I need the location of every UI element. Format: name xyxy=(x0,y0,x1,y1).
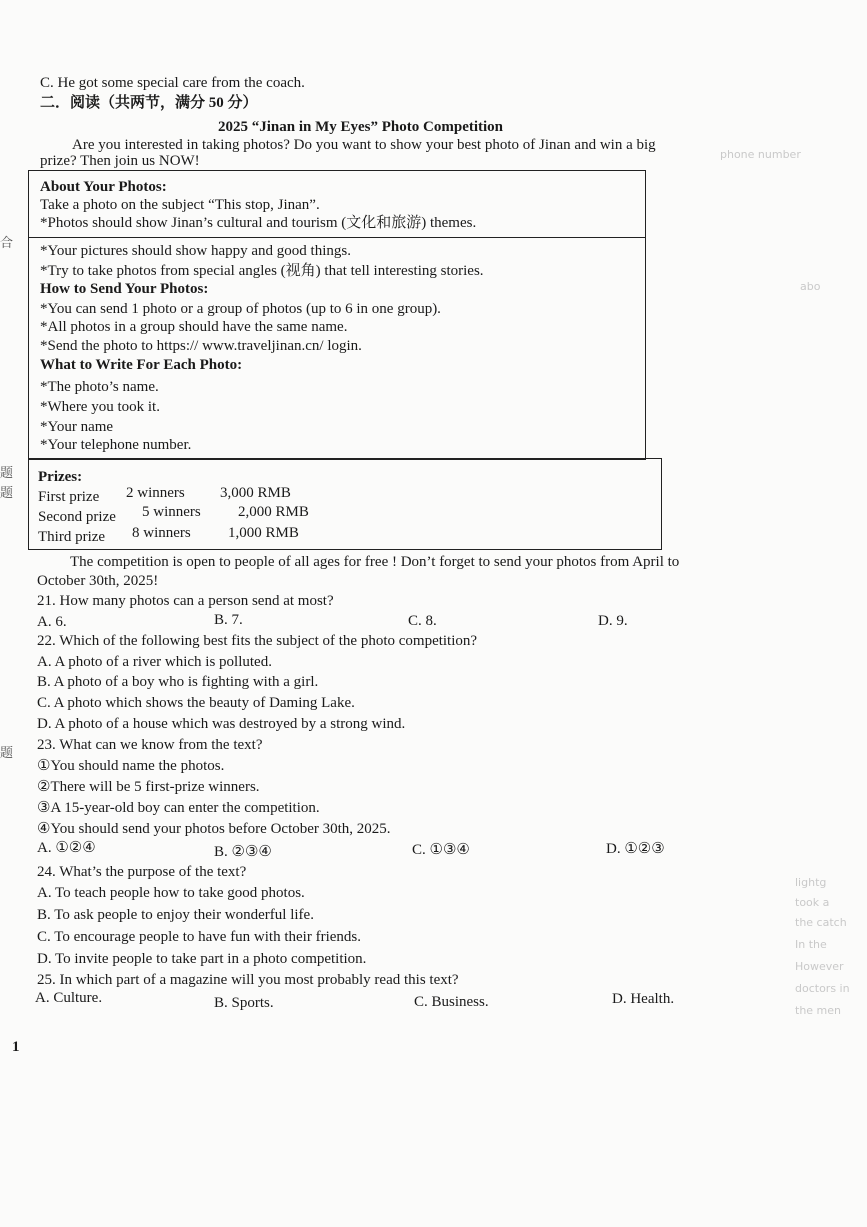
page-number: 1 xyxy=(12,1039,20,1055)
answer-option: B. 7. xyxy=(214,612,243,628)
prize-winners: 8 winners xyxy=(132,525,191,541)
closing-text: October 30th, 2025! xyxy=(37,573,159,589)
prizes-box xyxy=(28,458,662,550)
send-heading: How to Send Your Photos: xyxy=(40,281,209,297)
send-item: *All photos in a group should have the same name. xyxy=(40,319,348,335)
bleed-through-text: phone number xyxy=(720,148,801,161)
statement: ③A 15-year-old boy can enter the competition. xyxy=(37,800,320,816)
question-stem: 24. What’s the purpose of the text? xyxy=(37,864,247,880)
intro-text: Are you interested in taking photos? Do you want to show your best photo of Jinan and win a big xyxy=(72,137,656,153)
about-item: Take a photo on the subject “This stop, Jinan”. xyxy=(40,197,320,213)
about-item: *Your pictures should show happy and good things. xyxy=(40,243,351,259)
write-item: *Your telephone number. xyxy=(40,437,192,453)
prize-winners: 2 winners xyxy=(126,485,185,501)
answer-option: C. A photo which shows the beauty of Daming Lake. xyxy=(37,695,355,711)
write-item: *The photo’s name. xyxy=(40,379,159,395)
prize-amount: 1,000 RMB xyxy=(228,525,299,541)
answer-option: A. 6. xyxy=(37,614,67,630)
passage-title: 2025 “Jinan in My Eyes” Photo Competition xyxy=(218,119,504,135)
statement: ①You should name the photos. xyxy=(37,758,225,774)
intro-text: prize? Then join us NOW! xyxy=(40,153,200,169)
question-stem: 22. Which of the following best fits the subject of the photo competition? xyxy=(37,633,478,649)
prize-name: Second prize xyxy=(38,509,116,525)
bleed-through-text: doctors in xyxy=(795,982,850,995)
answer-option: A. ①②④ xyxy=(37,840,96,856)
question-stem: 21. How many photos can a person send at most? xyxy=(37,593,334,609)
prize-winners: 5 winners xyxy=(142,504,201,520)
statement: ②There will be 5 first-prize winners. xyxy=(37,779,260,795)
about-heading: About Your Photos: xyxy=(40,179,167,195)
bleed-through-text: However xyxy=(795,960,844,973)
prize-amount: 3,000 RMB xyxy=(220,485,291,501)
prize-amount: 2,000 RMB xyxy=(238,504,309,520)
prizes-heading: Prizes: xyxy=(38,469,83,485)
write-item: *Your name xyxy=(40,419,114,435)
answer-option: B. ②③④ xyxy=(214,844,272,860)
bleed-through-text: lightg xyxy=(795,876,827,889)
answer-option: D. A photo of a house which was destroyed by a strong wind. xyxy=(37,716,406,732)
write-item: *Where you took it. xyxy=(40,399,160,415)
answer-option: B. To ask people to enjoy their wonderful life. xyxy=(37,907,314,923)
write-heading: What to Write For Each Photo: xyxy=(40,357,243,373)
answer-option: D. Health. xyxy=(612,991,675,1007)
prize-name: Third prize xyxy=(38,529,106,545)
send-item: *You can send 1 photo or a group of photos (up to 6 in one group). xyxy=(40,301,441,317)
bleed-through-text: took a xyxy=(795,896,830,909)
answer-option: B. A photo of a boy who is fighting with a girl. xyxy=(37,674,319,690)
answer-option: A. To teach people how to take good photos. xyxy=(37,885,305,901)
answer-option: D. 9. xyxy=(598,613,628,629)
previous-question-option: C. He got some special care from the coach. xyxy=(40,75,305,91)
about-item: *Photos should show Jinan’s cultural and tourism (文化和旅游) themes. xyxy=(40,215,477,231)
margin-mark: 题 xyxy=(0,746,14,761)
answer-option: B. Sports. xyxy=(214,995,274,1011)
bleed-through-text: abo xyxy=(800,280,821,293)
divider xyxy=(28,237,646,238)
bleed-through-text: the men xyxy=(795,1004,842,1017)
margin-mark: 题 xyxy=(0,486,14,501)
answer-option: A. Culture. xyxy=(35,990,103,1006)
section-title: 二．阅读（共两节，满分 50 分） xyxy=(40,95,258,111)
answer-option: D. To invite people to take part in a photo competition. xyxy=(37,951,367,967)
answer-option: C. 8. xyxy=(408,613,437,629)
prize-name: First prize xyxy=(38,489,100,505)
answer-option: C. ①③④ xyxy=(412,842,470,858)
bleed-through-text: the catch xyxy=(795,916,847,929)
statement: ④You should send your photos before October 30th, 2025. xyxy=(37,821,391,837)
margin-mark: 合 xyxy=(0,236,14,251)
margin-mark: 题 xyxy=(0,466,14,481)
question-stem: 23. What can we know from the text? xyxy=(37,737,263,753)
answer-option: D. ①②③ xyxy=(606,841,665,857)
answer-option: C. Business. xyxy=(414,994,489,1010)
answer-option: A. A photo of a river which is polluted. xyxy=(37,654,272,670)
about-item: *Try to take photos from special angles (视角) that tell interesting stories. xyxy=(40,263,484,279)
bleed-through-text: In the xyxy=(795,938,827,951)
answer-option: C. To encourage people to have fun with their friends. xyxy=(37,929,361,945)
closing-text: The competition is open to people of all ages for free ! Don’t forget to send your photos from April to xyxy=(70,554,680,570)
question-stem: 25. In which part of a magazine will you most probably read this text? xyxy=(37,972,459,988)
send-item: *Send the photo to https:// www.traveljinan.cn/ login. xyxy=(40,338,362,354)
